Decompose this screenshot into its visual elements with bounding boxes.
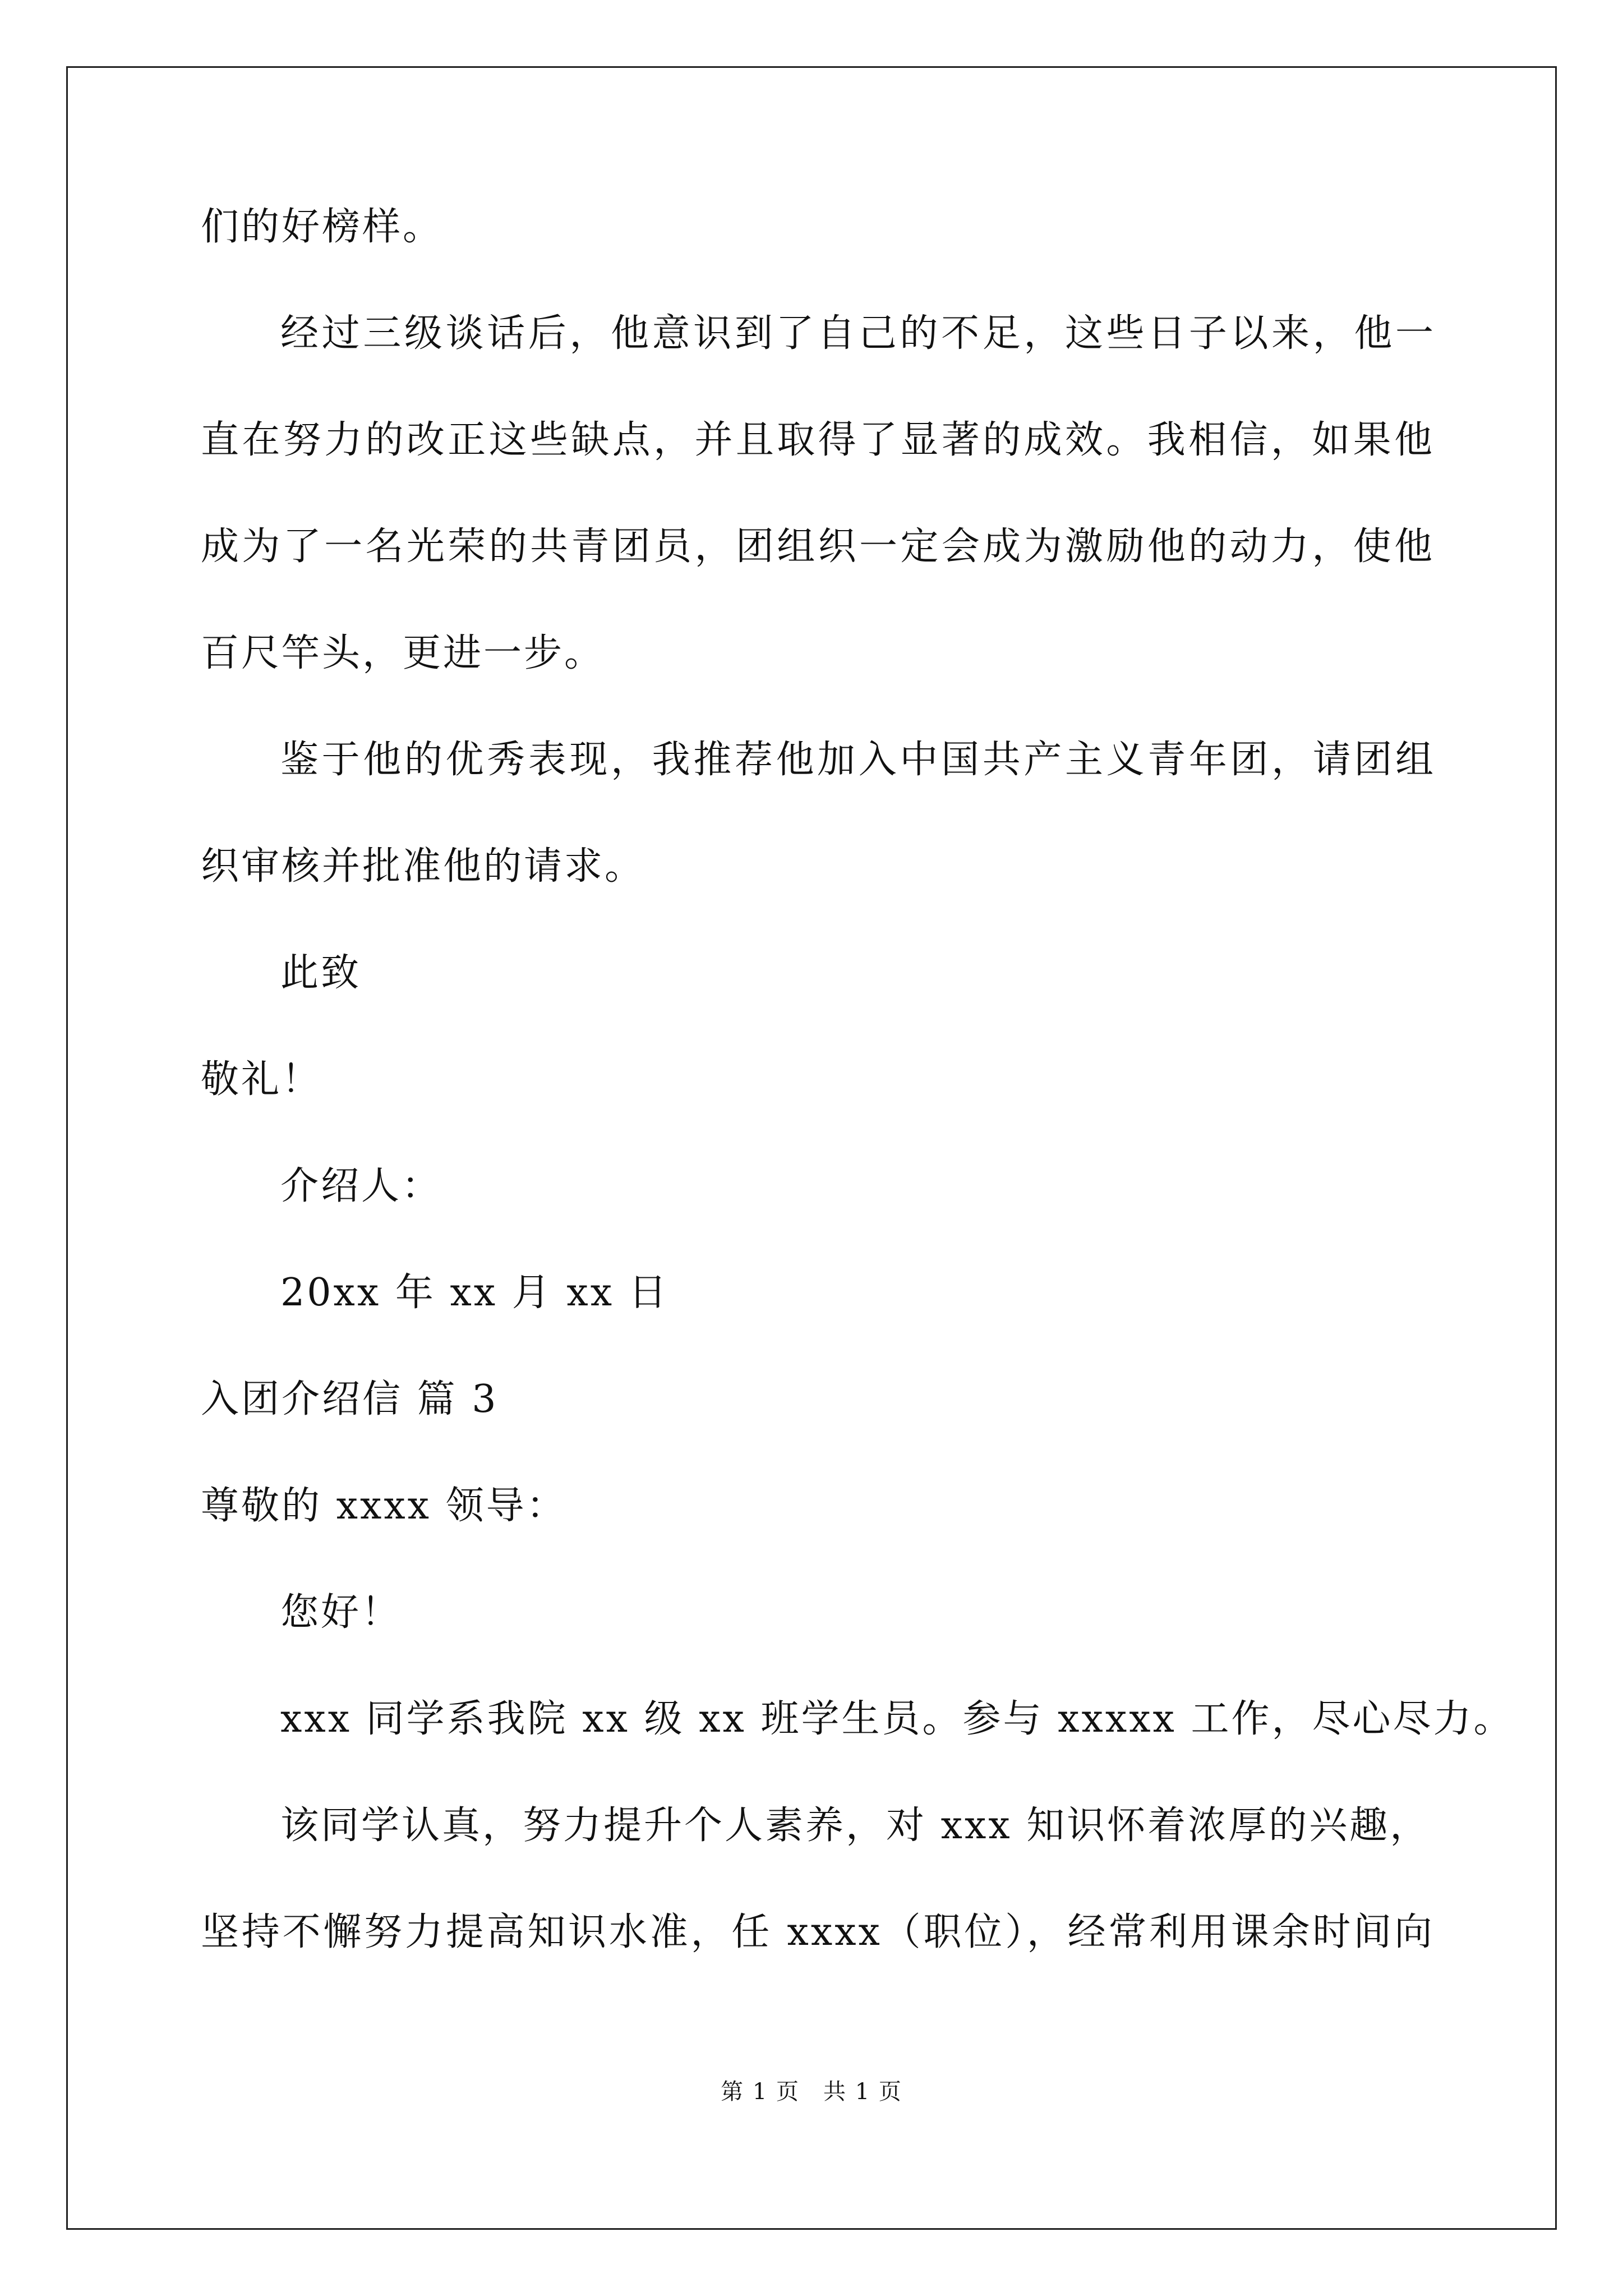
- letter-addressee: 尊敬的 xxxx 领导：: [201, 1484, 567, 1528]
- page-border: [66, 66, 1557, 2230]
- date-line: 20xx 年 xx 月 xx 日: [280, 1271, 669, 1315]
- salutation-closing: 敬礼！: [201, 1057, 322, 1102]
- introducer-label: 介绍人：: [280, 1164, 442, 1208]
- page-number-footer: 第 1 页 共 1 页: [721, 2079, 902, 2105]
- body-line-3: 直在努力的改正这些缺点，并且取得了显著的成效。我相信，如果他: [201, 418, 1435, 462]
- greeting: 您好！: [280, 1590, 402, 1635]
- closing-phrase: 此致: [280, 951, 362, 995]
- body-line-2: 经过三级谈话后，他意识到了自己的不足，这些日子以来，他一: [280, 311, 1436, 356]
- body-line-10: 坚持不懈努力提高知识水准，任 xxxx（职位），经常利用课余时间向: [201, 1910, 1435, 1954]
- body-line-6: 鉴于他的优秀表现，我推荐他加入中国共产主义青年团，请团组: [280, 738, 1436, 782]
- body-line-9: 该同学认真，努力提升个人素养，对 xxx 知识怀着浓厚的兴趣，: [280, 1803, 1431, 1848]
- body-line-4: 成为了一名光荣的共青团员，团组织一定会成为激励他的动力，使他: [201, 524, 1435, 569]
- body-line-5: 百尺竿头，更进一步。: [201, 631, 605, 675]
- body-line-7: 织审核并批准他的请求。: [201, 844, 645, 889]
- body-line-1: 们的好榜样。: [201, 205, 444, 249]
- section-title: 入团介绍信 篇 3: [201, 1377, 499, 1421]
- body-line-8: xxx 同学系我院 xx 级 xx 班学生员。参与 xxxxx 工作，尽心尽力。: [280, 1697, 1514, 1741]
